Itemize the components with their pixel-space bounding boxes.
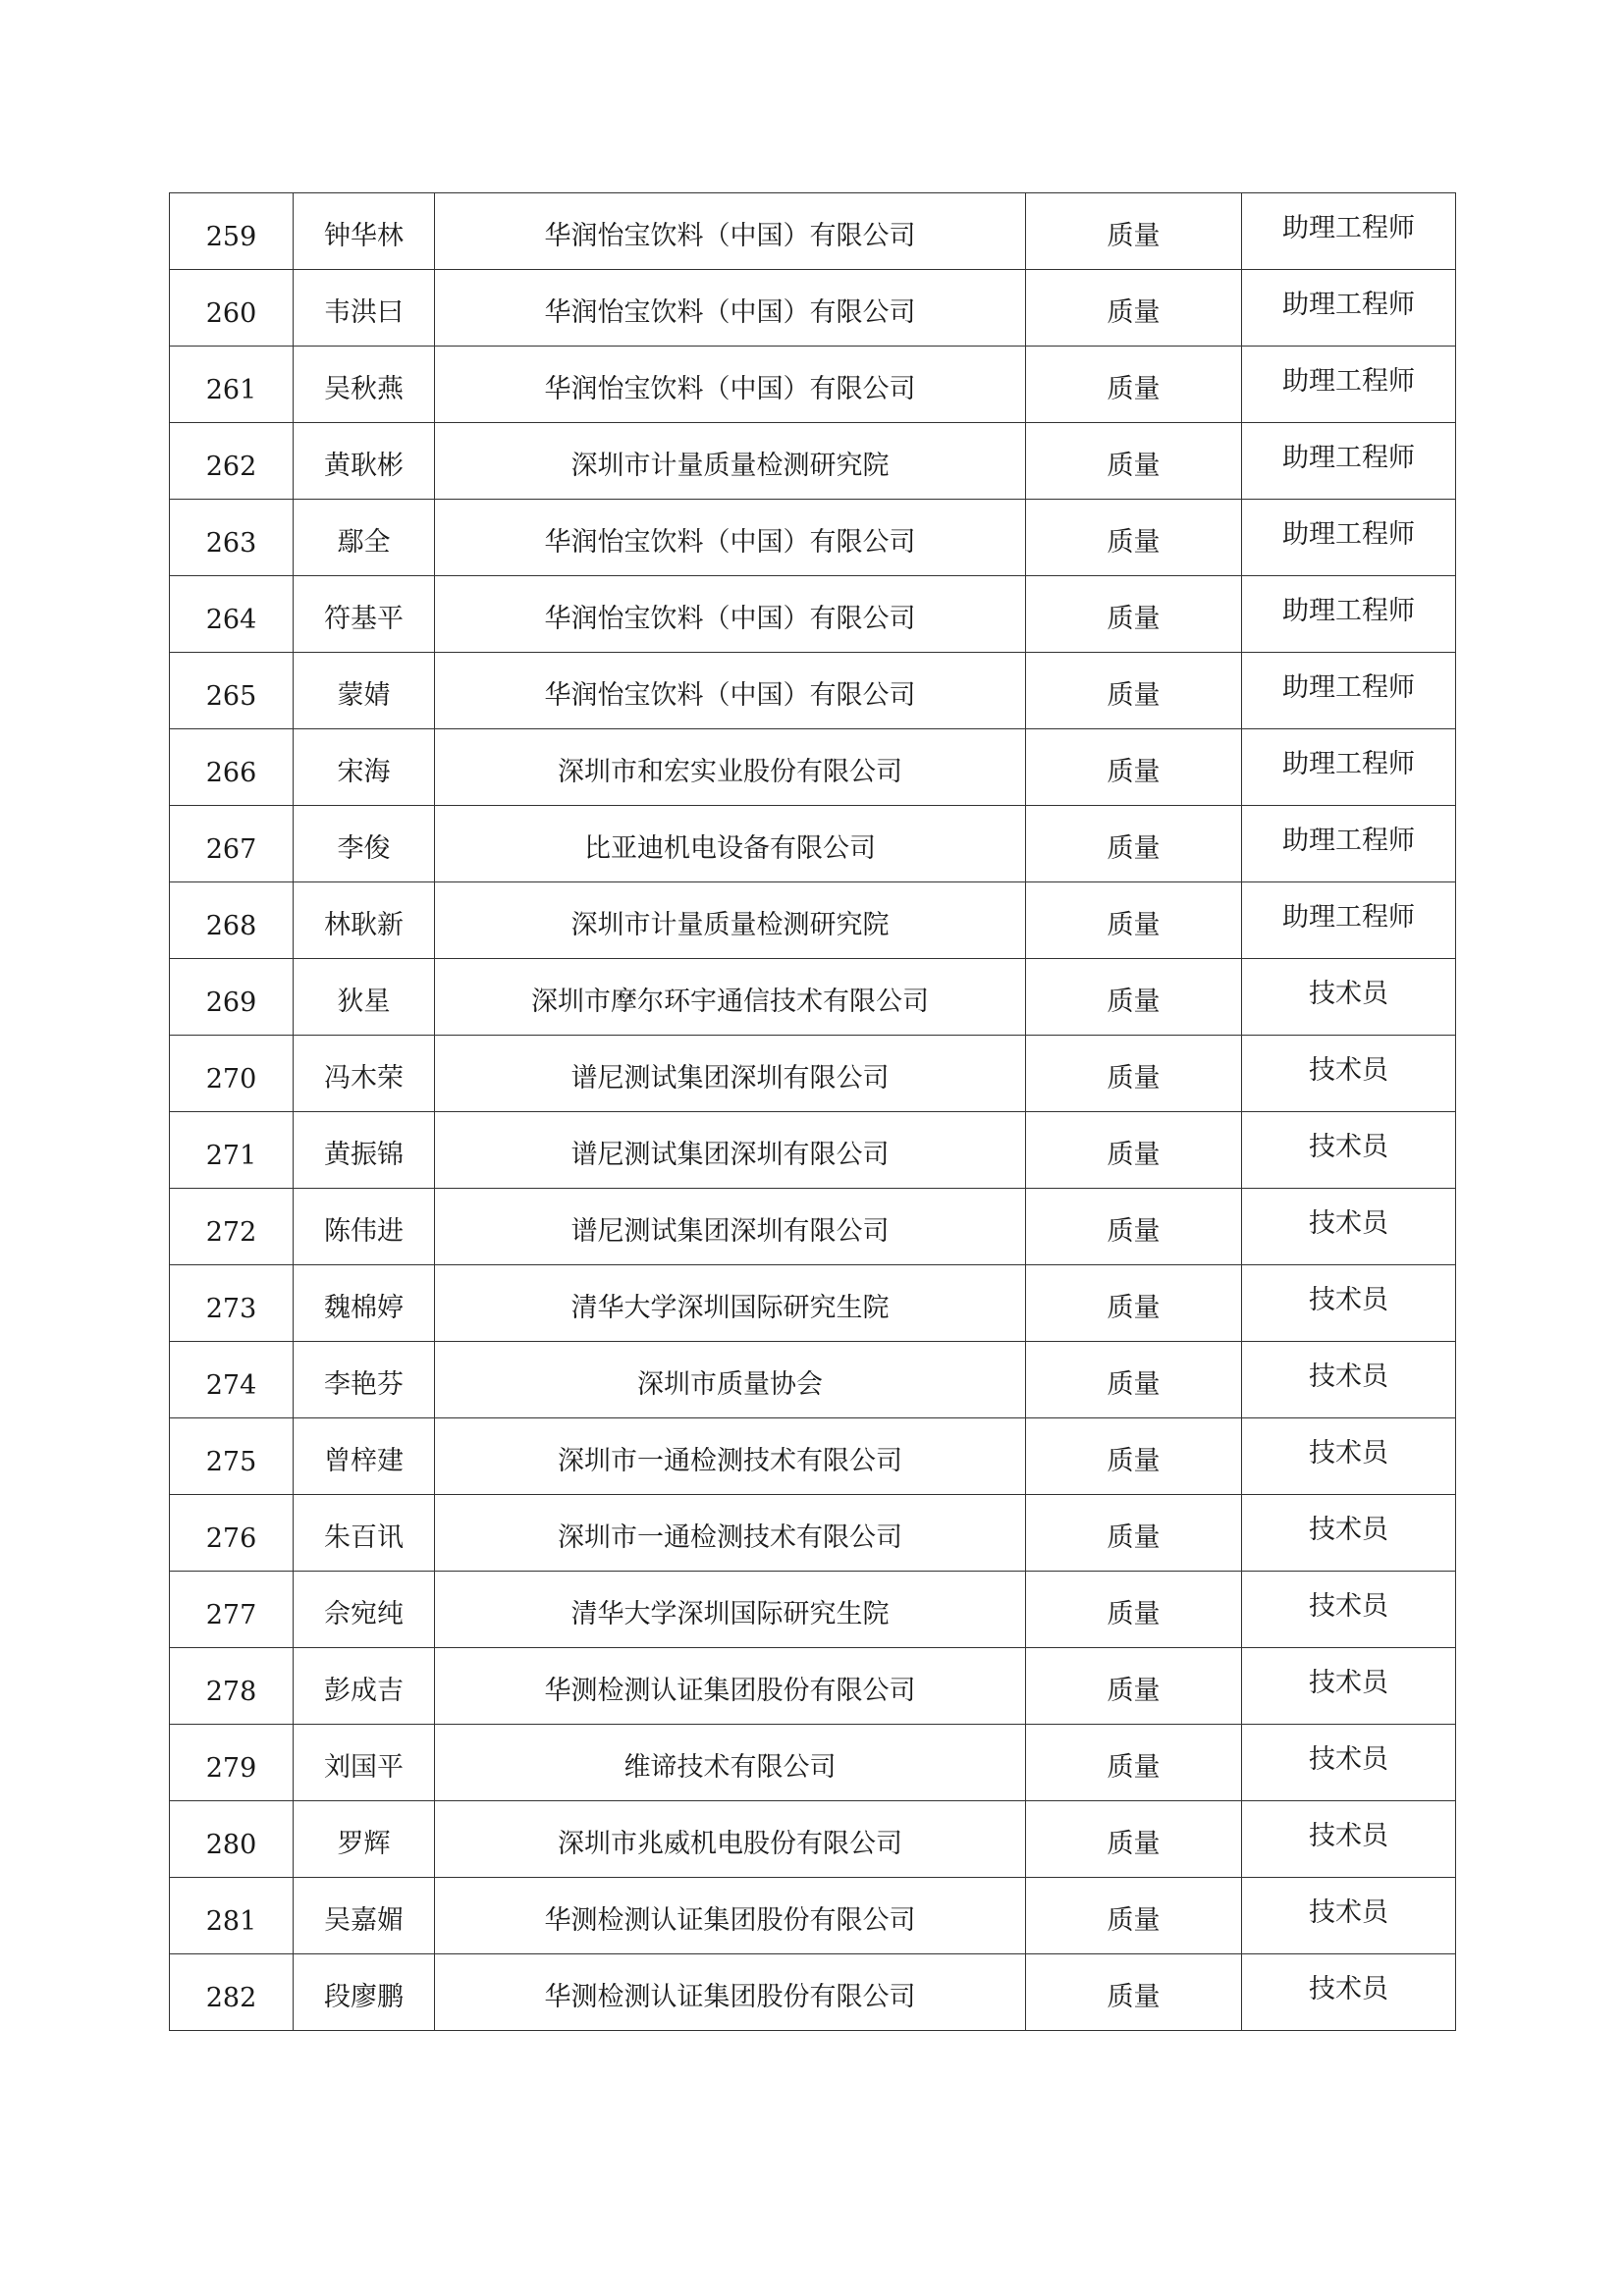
field-cell: 质量 <box>1026 1036 1242 1112</box>
job-title-cell: 助理工程师 <box>1242 500 1456 576</box>
row-number-cell: 272 <box>170 1189 294 1265</box>
organization-cell: 华润怡宝饮料（中国）有限公司 <box>435 576 1026 653</box>
field-cell: 质量 <box>1026 270 1242 347</box>
row-number-cell: 271 <box>170 1112 294 1189</box>
organization-cell: 维谛技术有限公司 <box>435 1725 1026 1801</box>
table-row <box>170 1112 1456 1189</box>
job-title-cell: 技术员 <box>1242 1418 1456 1495</box>
field-cell: 质量 <box>1026 1725 1242 1801</box>
table-body <box>170 193 1456 2031</box>
person-name-cell: 彭成吉 <box>294 1648 435 1725</box>
organization-cell: 谱尼测试集团深圳有限公司 <box>435 1036 1026 1112</box>
job-title-cell: 技术员 <box>1242 1725 1456 1801</box>
table-row <box>170 1648 1456 1725</box>
person-name-cell: 蒙婧 <box>294 653 435 729</box>
organization-cell: 深圳市计量质量检测研究院 <box>435 882 1026 959</box>
row-number-cell: 274 <box>170 1342 294 1418</box>
field-cell: 质量 <box>1026 882 1242 959</box>
field-cell: 质量 <box>1026 1648 1242 1725</box>
row-number-cell: 260 <box>170 270 294 347</box>
row-number-cell: 259 <box>170 193 294 270</box>
job-title-cell: 助理工程师 <box>1242 270 1456 347</box>
job-title-cell: 助理工程师 <box>1242 193 1456 270</box>
person-name-cell: 佘宛纯 <box>294 1572 435 1648</box>
field-cell: 质量 <box>1026 653 1242 729</box>
job-title-cell: 助理工程师 <box>1242 882 1456 959</box>
organization-cell: 清华大学深圳国际研究生院 <box>435 1265 1026 1342</box>
job-title-cell: 技术员 <box>1242 1342 1456 1418</box>
table-row <box>170 1036 1456 1112</box>
table-row <box>170 729 1456 806</box>
table-row <box>170 270 1456 347</box>
organization-cell: 谱尼测试集团深圳有限公司 <box>435 1112 1026 1189</box>
organization-cell: 比亚迪机电设备有限公司 <box>435 806 1026 882</box>
table-row <box>170 1725 1456 1801</box>
job-title-cell: 技术员 <box>1242 1878 1456 1954</box>
row-number-cell: 269 <box>170 959 294 1036</box>
job-title-cell: 助理工程师 <box>1242 653 1456 729</box>
table-row <box>170 1265 1456 1342</box>
organization-cell: 华润怡宝饮料（中国）有限公司 <box>435 653 1026 729</box>
person-name-cell: 吴嘉媚 <box>294 1878 435 1954</box>
row-number-cell: 266 <box>170 729 294 806</box>
table-row <box>170 882 1456 959</box>
person-name-cell: 吴秋燕 <box>294 347 435 423</box>
person-name-cell: 魏棉婷 <box>294 1265 435 1342</box>
row-number-cell: 277 <box>170 1572 294 1648</box>
organization-cell: 清华大学深圳国际研究生院 <box>435 1572 1026 1648</box>
field-cell: 质量 <box>1026 1342 1242 1418</box>
organization-cell: 华测检测认证集团股份有限公司 <box>435 1878 1026 1954</box>
row-number-cell: 262 <box>170 423 294 500</box>
field-cell: 质量 <box>1026 1495 1242 1572</box>
row-number-cell: 273 <box>170 1265 294 1342</box>
field-cell: 质量 <box>1026 576 1242 653</box>
table-row <box>170 347 1456 423</box>
field-cell: 质量 <box>1026 193 1242 270</box>
table-row <box>170 576 1456 653</box>
row-number-cell: 280 <box>170 1801 294 1878</box>
field-cell: 质量 <box>1026 1189 1242 1265</box>
organization-cell: 华测检测认证集团股份有限公司 <box>435 1954 1026 2031</box>
table-row <box>170 423 1456 500</box>
job-title-cell: 助理工程师 <box>1242 806 1456 882</box>
organization-cell: 深圳市一通检测技术有限公司 <box>435 1418 1026 1495</box>
row-number-cell: 265 <box>170 653 294 729</box>
row-number-cell: 270 <box>170 1036 294 1112</box>
row-number-cell: 282 <box>170 1954 294 2031</box>
job-title-cell: 技术员 <box>1242 1189 1456 1265</box>
organization-cell: 谱尼测试集团深圳有限公司 <box>435 1189 1026 1265</box>
field-cell: 质量 <box>1026 423 1242 500</box>
field-cell: 质量 <box>1026 959 1242 1036</box>
table-row <box>170 806 1456 882</box>
table-row <box>170 1189 1456 1265</box>
job-title-cell: 技术员 <box>1242 1801 1456 1878</box>
row-number-cell: 279 <box>170 1725 294 1801</box>
person-name-cell: 段廖鹏 <box>294 1954 435 2031</box>
job-title-cell: 助理工程师 <box>1242 423 1456 500</box>
table-row <box>170 1572 1456 1648</box>
table-row <box>170 1495 1456 1572</box>
organization-cell: 华润怡宝饮料（中国）有限公司 <box>435 500 1026 576</box>
table-row <box>170 500 1456 576</box>
field-cell: 质量 <box>1026 1418 1242 1495</box>
table-row <box>170 193 1456 270</box>
job-title-cell: 技术员 <box>1242 1954 1456 2031</box>
person-name-cell: 鄢全 <box>294 500 435 576</box>
person-name-cell: 李艳芬 <box>294 1342 435 1418</box>
person-name-cell: 曾梓建 <box>294 1418 435 1495</box>
person-name-cell: 陈伟进 <box>294 1189 435 1265</box>
table-row <box>170 653 1456 729</box>
person-name-cell: 林耿新 <box>294 882 435 959</box>
field-cell: 质量 <box>1026 1801 1242 1878</box>
field-cell: 质量 <box>1026 1878 1242 1954</box>
organization-cell: 华测检测认证集团股份有限公司 <box>435 1648 1026 1725</box>
job-title-cell: 技术员 <box>1242 959 1456 1036</box>
row-number-cell: 267 <box>170 806 294 882</box>
job-title-cell: 技术员 <box>1242 1112 1456 1189</box>
field-cell: 质量 <box>1026 729 1242 806</box>
person-name-cell: 李俊 <box>294 806 435 882</box>
organization-cell: 深圳市兆威机电股份有限公司 <box>435 1801 1026 1878</box>
row-number-cell: 268 <box>170 882 294 959</box>
job-title-cell: 技术员 <box>1242 1036 1456 1112</box>
person-name-cell: 黄振锦 <box>294 1112 435 1189</box>
organization-cell: 深圳市质量协会 <box>435 1342 1026 1418</box>
person-name-cell: 钟华林 <box>294 193 435 270</box>
row-number-cell: 276 <box>170 1495 294 1572</box>
field-cell: 质量 <box>1026 1572 1242 1648</box>
organization-cell: 华润怡宝饮料（中国）有限公司 <box>435 347 1026 423</box>
row-number-cell: 263 <box>170 500 294 576</box>
job-title-cell: 助理工程师 <box>1242 576 1456 653</box>
field-cell: 质量 <box>1026 1112 1242 1189</box>
table-row <box>170 1801 1456 1878</box>
job-title-cell: 技术员 <box>1242 1648 1456 1725</box>
row-number-cell: 275 <box>170 1418 294 1495</box>
organization-cell: 深圳市一通检测技术有限公司 <box>435 1495 1026 1572</box>
job-title-cell: 技术员 <box>1242 1265 1456 1342</box>
person-name-cell: 刘国平 <box>294 1725 435 1801</box>
field-cell: 质量 <box>1026 347 1242 423</box>
job-title-cell: 技术员 <box>1242 1495 1456 1572</box>
person-name-cell: 罗辉 <box>294 1801 435 1878</box>
organization-cell: 华润怡宝饮料（中国）有限公司 <box>435 270 1026 347</box>
row-number-cell: 261 <box>170 347 294 423</box>
row-number-cell: 278 <box>170 1648 294 1725</box>
job-title-cell: 助理工程师 <box>1242 347 1456 423</box>
person-name-cell: 狄星 <box>294 959 435 1036</box>
table-row <box>170 1418 1456 1495</box>
table-row <box>170 1954 1456 2031</box>
personnel-table <box>169 192 1456 2031</box>
field-cell: 质量 <box>1026 1265 1242 1342</box>
row-number-cell: 281 <box>170 1878 294 1954</box>
row-number-cell: 264 <box>170 576 294 653</box>
person-name-cell: 冯木荣 <box>294 1036 435 1112</box>
table-row <box>170 1878 1456 1954</box>
field-cell: 质量 <box>1026 806 1242 882</box>
person-name-cell: 韦洪曰 <box>294 270 435 347</box>
organization-cell: 华润怡宝饮料（中国）有限公司 <box>435 193 1026 270</box>
organization-cell: 深圳市摩尔环宇通信技术有限公司 <box>435 959 1026 1036</box>
person-name-cell: 宋海 <box>294 729 435 806</box>
table-row <box>170 959 1456 1036</box>
person-name-cell: 符基平 <box>294 576 435 653</box>
job-title-cell: 助理工程师 <box>1242 729 1456 806</box>
table-row <box>170 1342 1456 1418</box>
job-title-cell: 技术员 <box>1242 1572 1456 1648</box>
organization-cell: 深圳市计量质量检测研究院 <box>435 423 1026 500</box>
field-cell: 质量 <box>1026 1954 1242 2031</box>
field-cell: 质量 <box>1026 500 1242 576</box>
person-name-cell: 黄耿彬 <box>294 423 435 500</box>
person-name-cell: 朱百讯 <box>294 1495 435 1572</box>
organization-cell: 深圳市和宏实业股份有限公司 <box>435 729 1026 806</box>
